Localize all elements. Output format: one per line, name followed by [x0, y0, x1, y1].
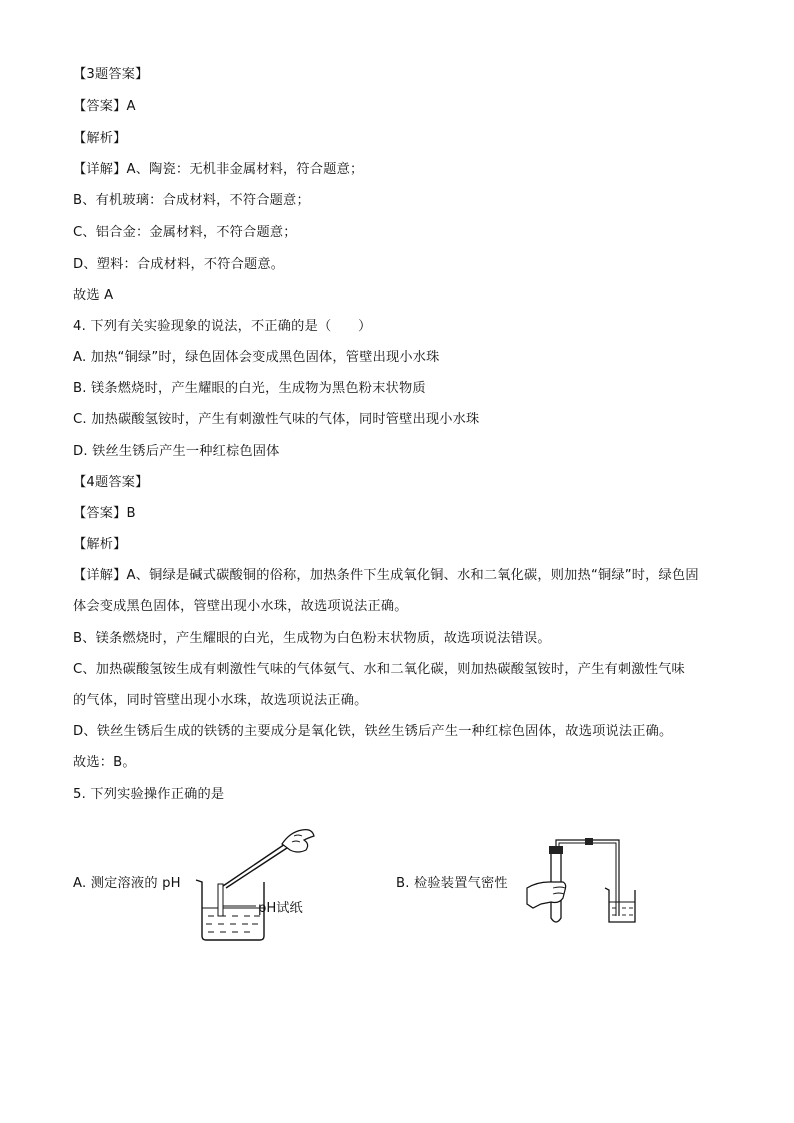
q4-option-a: A. 加热“铜绿”时，绿色固体会变成黑色固体，管壁出现小水珠	[73, 350, 440, 365]
q3-option-c: C、铝合金：金属材料，不符合题意；	[73, 225, 297, 240]
q4-option-b: B. 镁条燃烧时，产生耀眼的白光，生成物为黑色粉末状物质	[73, 381, 426, 396]
q4-conclusion: 故选：B。	[73, 755, 136, 770]
q3-answer: 【答案】A	[73, 99, 136, 114]
ph-measure-illustration	[190, 822, 320, 944]
q4-explain-c-line1: C、加热碳酸氢铵生成有刺激性气味的气体氨气、水和二氧化碳，则加热碳酸氢铵时，产生有刺激性气味	[73, 662, 685, 677]
q5-option-a-label: A. 测定溶液的 pH	[73, 876, 181, 891]
figure-ph-measure	[190, 822, 320, 944]
q4-analysis: 【解析】	[73, 537, 127, 552]
q3-conclusion: 故选 A	[73, 288, 114, 303]
q4-question: 4. 下列有关实验现象的说法，不正确的是（ ）	[73, 319, 372, 334]
ph-paper-label: pH试纸	[258, 901, 303, 916]
figure-airtightness-check	[523, 836, 649, 928]
airtightness-illustration	[523, 836, 649, 928]
q4-explain-d: D、铁丝生锈后生成的铁锈的主要成分是氧化铁，铁丝生锈后产生一种红棕色固体，故选项说法正确。	[73, 724, 673, 739]
q3-analysis: 【解析】	[73, 131, 127, 146]
q4-option-c: C. 加热碳酸氢铵时，产生有刺激性气味的气体，同时管壁出现小水珠	[73, 412, 480, 427]
q4-answer: 【答案】B	[73, 506, 136, 521]
q4-explain-c-line2: 的气体，同时管壁出现小水珠，故选项说法正确。	[73, 693, 368, 708]
q4-detail-line2: 体会变成黑色固体，管壁出现小水珠，故选项说法正确。	[73, 599, 408, 614]
q4-detail-line1: 【详解】A、铜绿是碱式碳酸铜的俗称，加热条件下生成氧化铜、水和二氧化碳，则加热“铜绿”时，绿色固	[73, 568, 699, 583]
q3-option-d: D、塑料：合成材料，不符合题意。	[73, 257, 285, 272]
q4-explain-b: B、镁条燃烧时，产生耀眼的白光，生成物为白色粉末状物质，故选项说法错误。	[73, 631, 551, 646]
q3-detail: 【详解】A、陶瓷：无机非金属材料，符合题意；	[73, 162, 364, 177]
q5-option-b-label: B. 检验装置气密性	[396, 876, 508, 891]
q4-option-d: D. 铁丝生锈后产生一种红棕色固体	[73, 444, 280, 459]
q5-question: 5. 下列实验操作正确的是	[73, 787, 225, 802]
q3-header: 【3题答案】	[73, 67, 149, 82]
q4-header: 【4题答案】	[73, 475, 149, 490]
q3-option-b: B、有机玻璃：合成材料，不符合题意；	[73, 193, 310, 208]
